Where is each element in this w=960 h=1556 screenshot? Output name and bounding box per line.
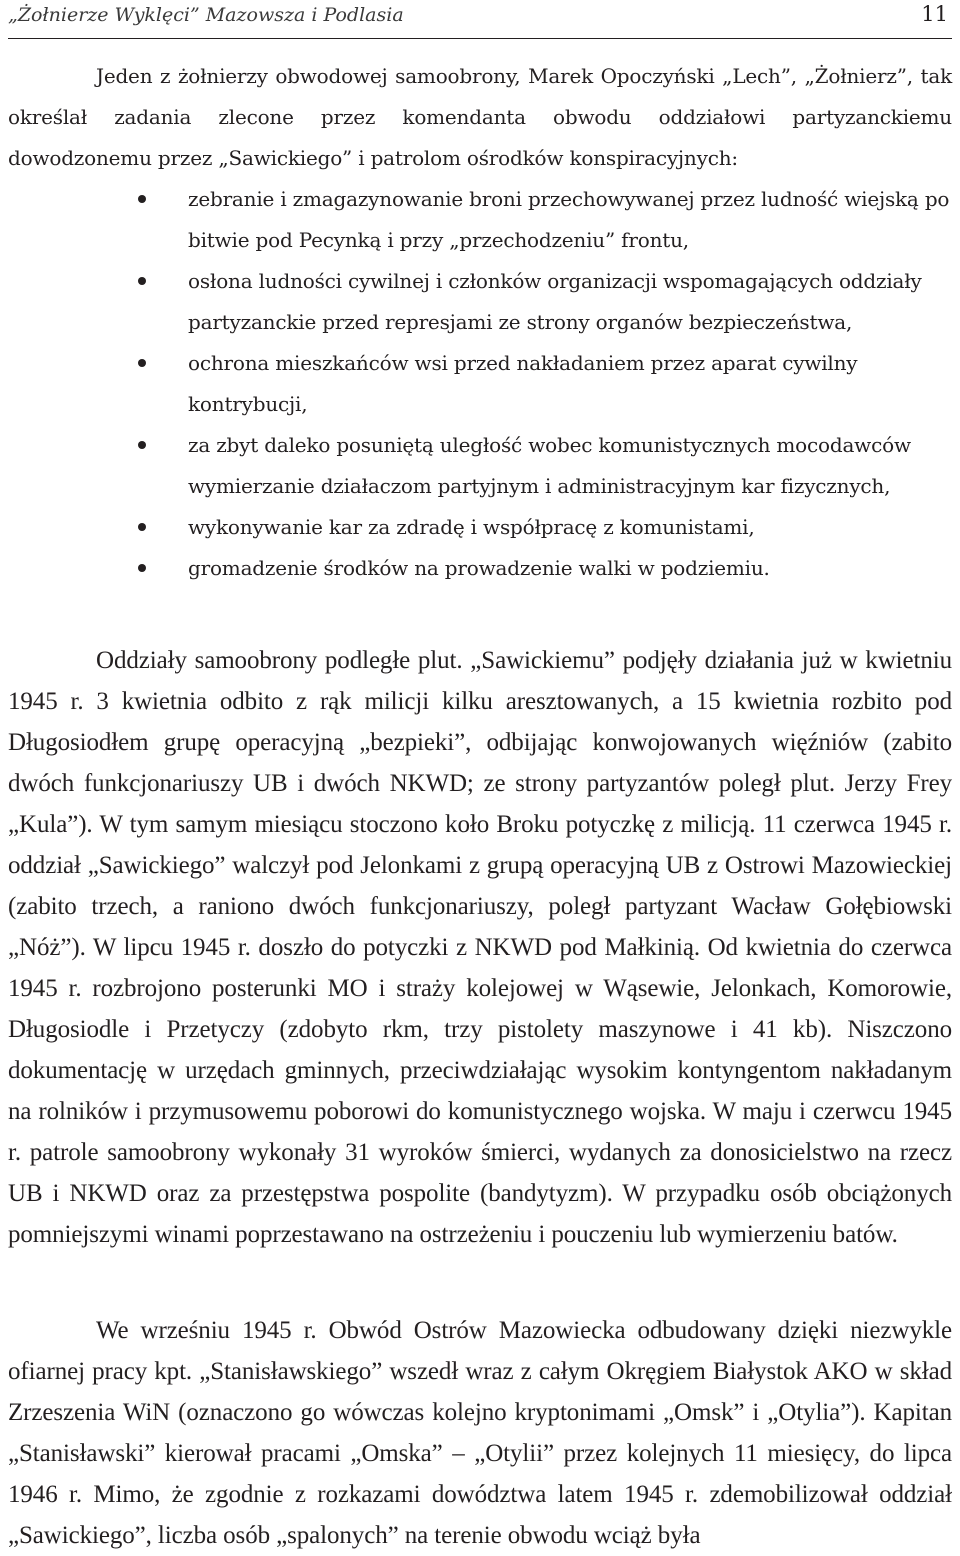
- list-item-text: ochrona mieszkańców wsi przed nakładaniem przez aparat cywilny kontrybucji,: [188, 351, 858, 416]
- running-title: „Żołnierze Wyklęci” Mazowsza i Podlasia: [8, 4, 404, 26]
- list-item-text: wykonywanie kar za zdradę i współpracę z komunistami,: [188, 515, 755, 539]
- list-item: [138, 425, 952, 507]
- list-item: [138, 548, 952, 589]
- list-item: [138, 507, 952, 548]
- bullet-icon: [138, 523, 146, 531]
- list-item-text: za zbyt daleko posuniętą uległość wobec komunistycznych mocodawców wymierzanie działaczom partyjnym i administracyjnym kar fizycznych,: [188, 433, 911, 498]
- list-item-text: gromadzenie środków na prowadzenie walki w podziemiu.: [188, 556, 770, 580]
- paragraph-operations: Oddziały samoobrony podległe plut. „Sawickiemu” podjęły działania już w kwietniu 1945 r. 3 kwietnia odbito z rąk milicji kilku aresztowanych, a 15 kwietnia rozbito pod Długosiodłem grupę operacyjną „bezpieki”, odbijając konwojowanych więźniów (zabito dwóch funkcjonariuszy UB i dwóch NKWD; ze strony partyzantów poległ plut. Jerzy Frey „Kula”). W tym samym miesiącu stoczono koło Broku potyczkę z milicją. 11 czerwca 1945 r. oddział „Sawickiego” walczył pod Jelonkami z grupą operacyjną UB z Ostrowi Mazowieckiej (zabito trzech, a raniono dwóch funkcjonariuszy, poległ partyzant Wacław Gołębiowski „Nóż”). W lipcu 1945 r. doszło do potyczki z NKWD pod Małkinią. Od kwietnia do czerwca 1945 r. rozbrojono posterunki MO i straży kolejowej w Wąsewie, Jelonkach, Komorowie, Długosiodle i Przetyczy (zdobyto rkm, trzy pistolety maszynowe i 41 kb). Niszczono dokumentację w urzędach gminnych, przeciwdziałając wysokim kontyngentom nakładanym na rolników i przymusowemu poborowi do komunistycznego wojska. W maju i czerwcu 1945 r. patrole samoobrony wykonały 31 wyroków śmierci, wydanych za donosicielstwo na rzecz UB i NKWD oraz za przestępstwa pospolite (bandytyzm). W przypadku osób obciążonych pomniejszymi winami poprzestawano na ostrzeżeniu i pouczeniu lub wymierzeniu batów.: [8, 647, 952, 1248]
- task-list: [138, 179, 952, 589]
- intro-paragraph: Jeden z żołnierzy obwodowej samoobrony, Marek Opoczyński „Lech”, „Żołnierz”, tak określał zadania zlecone przez komendanta obwodu oddziałowi partyzanckiemu dowodzonemu przez „Sawickiego” i patrolom ośrodków konspiracyjnych:: [8, 64, 952, 170]
- bullet-icon: [138, 195, 146, 203]
- page-header: [8, 0, 952, 39]
- list-item: [138, 261, 952, 343]
- bullet-icon: [138, 359, 146, 367]
- list-item: [138, 179, 952, 261]
- list-item-text: osłona ludności cywilnej i członków organizacji wspomagających oddziały partyzanckie przed represjami ze strony organów bezpieczeństwa,: [188, 269, 922, 334]
- list-item-text: zebranie i zmagazynowanie broni przechowywanej przez ludność wiejską po bitwie pod Pecynką i przy „przechodzeniu” frontu,: [188, 187, 950, 252]
- list-item: [138, 343, 952, 425]
- bullet-icon: [138, 441, 146, 449]
- bullet-icon: [138, 277, 146, 285]
- page-number: 11: [921, 2, 948, 26]
- bullet-icon: [138, 564, 146, 572]
- paragraph-win: We wrześniu 1945 r. Obwód Ostrów Mazowiecka odbudowany dzięki niezwykle ofiarnej pracy kpt. „Stanisławskiego” wszedł wraz z całym Okręgiem Białystok AKO w skład Zrzeszenia WiN (oznaczono go wówczas kolejno kryptonimami „Omsk” i „Otylia”). Kapitan „Stanisławski” kierował pracami „Omska” – „Otylii” przez kolejnych 11 miesięcy, do lipca 1946 r. Mimo, że zgodnie z rozkazami dowództwa latem 1945 r. zdemobilizował oddział „Sawickiego”, liczba osób „spalonych” na terenie obwodu wciąż była: [8, 1317, 952, 1549]
